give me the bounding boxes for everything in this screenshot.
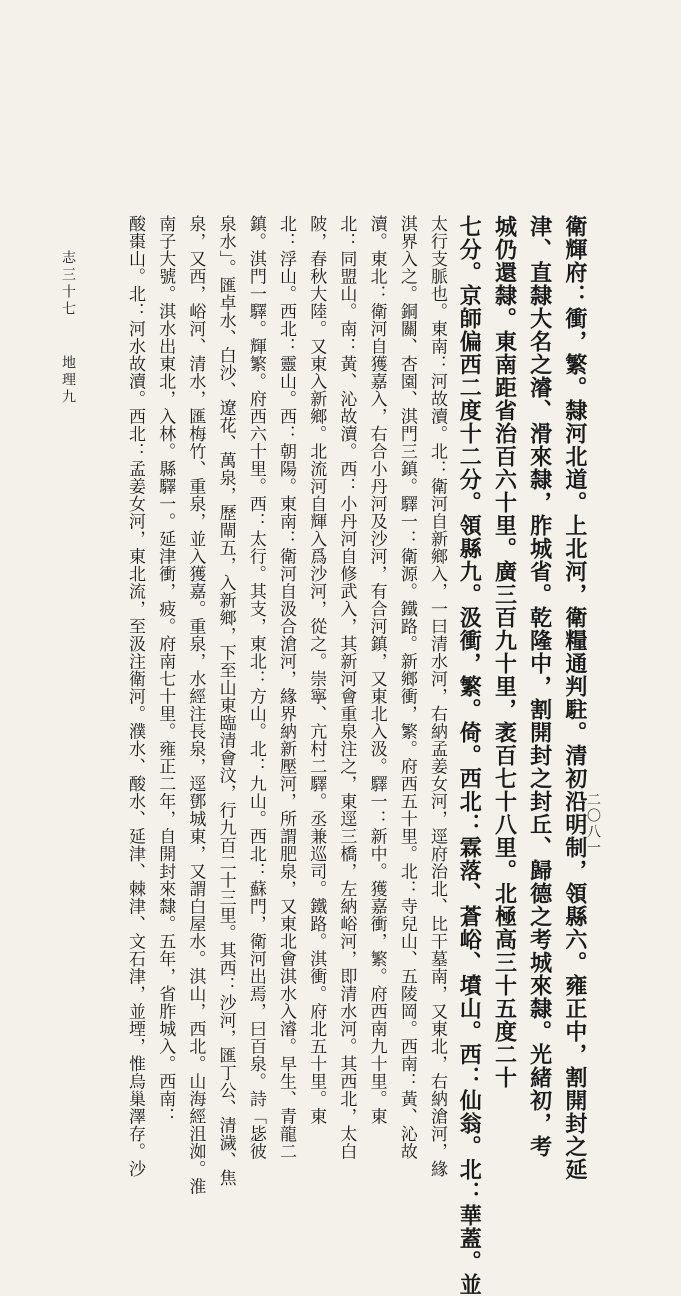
text-column: 鎮。淇門一驛。輝繁。府西六十里。西：太行。其支，東北：方山。北：九山。西北：蘇門，衛河出焉，曰百泉。詩「毖彼	[245, 215, 266, 1160]
volume-label: 志三十七	[60, 250, 76, 318]
text-column: 泉，又西，峪河、清水，匯梅竹、重泉，並入獲嘉。重泉，水經注長泉，逕鄧城東，又謂白屋水。淇山，西北。山海經沮洳。淮	[185, 215, 206, 1195]
text-columns	[125, 215, 588, 1296]
text-column: 北：浮山。西北：靈山。西：朝陽。東南：衛河自汲合滄河，緣界納新壓河，所謂肥泉，又東北會淇水入濬。早生、青龍二	[276, 215, 297, 1160]
text-column: 南子大號。淇水出東北，入林。縣驛一。延津衝，疲。府南七十里。雍正二年，自開封來隸。五年，省胙城入。西南：	[155, 215, 176, 1125]
text-column: 淇界入之。銅關、杏園、淇門三鎮。驛一：衛源。鐵路。新鄉衝，繁。府西五十里。北：寺兒山、五陵岡。西南：黃、沁故	[396, 215, 417, 1160]
text-column: 泉水」。匯卓水、白沙、遼花、萬泉，歷閘五，入新鄉，下至山東臨清會汶，行九百二十三里。其西：沙河，匯丁公、清濊、焦	[215, 215, 236, 1187]
text-column: 瀆。東北：衛河自獲嘉入，右合小丹河及沙河，有合河鎮，又東北入汲。驛一：新中。獲嘉衝，繁。府西南九十里。東	[366, 215, 387, 1125]
text-column: 七分。京師偏西二度十二分。領縣九。汲衝，繁。倚。西北：霖落、蒼峪、墳山。西：仙翁。北：華蓋。並	[456, 215, 483, 1296]
text-column: 城仍還隸。東南距省治百六十里。廣三百九十里，袤百七十八里。北極高三十五度二十	[491, 215, 518, 1089]
text-column: 酸棗山。北：河水故瀆。西北：孟姜女河，東北流，至汲注衛河。濮水、酸水、延津、棘津、文石津，並堙，惟烏巢澤存。沙	[125, 215, 145, 1178]
section-label: 地理九	[60, 355, 76, 406]
text-column: 北：同盟山。南：黃、沁故瀆。西：小丹河自修武入，其新河會重泉注之，東逕三橋，左納峪河，即清水河。其西北，太白	[336, 215, 357, 1160]
text-column: 太行支脈也。東南：河故瀆。北：衛河自新鄉入，一曰清水河，右納孟姜女河，逕府治北、比干墓南，又東北，右納滄河，緣	[427, 215, 448, 1178]
text-column: 衛輝府：衝，繁。隸河北道。上北河，衛糧通判駐。清初沿明制，領縣六。雍正中，割開封之延	[561, 215, 588, 1181]
page-number: 二〇八一	[585, 792, 601, 856]
text-column: 陂，春秋大陸。又東入新鄉。北流河自輝入爲沙河，從之。崇寧、亢村二驛。丞兼巡司。鐵路。淇衝。府北五十里。東	[306, 215, 327, 1125]
footer-left	[58, 250, 78, 424]
text-column: 津、直隸大名之濬、滑來隸，胙城省。乾隆中，割開封之封丘、歸德之考城來隸。光緒初，考	[526, 215, 553, 1158]
